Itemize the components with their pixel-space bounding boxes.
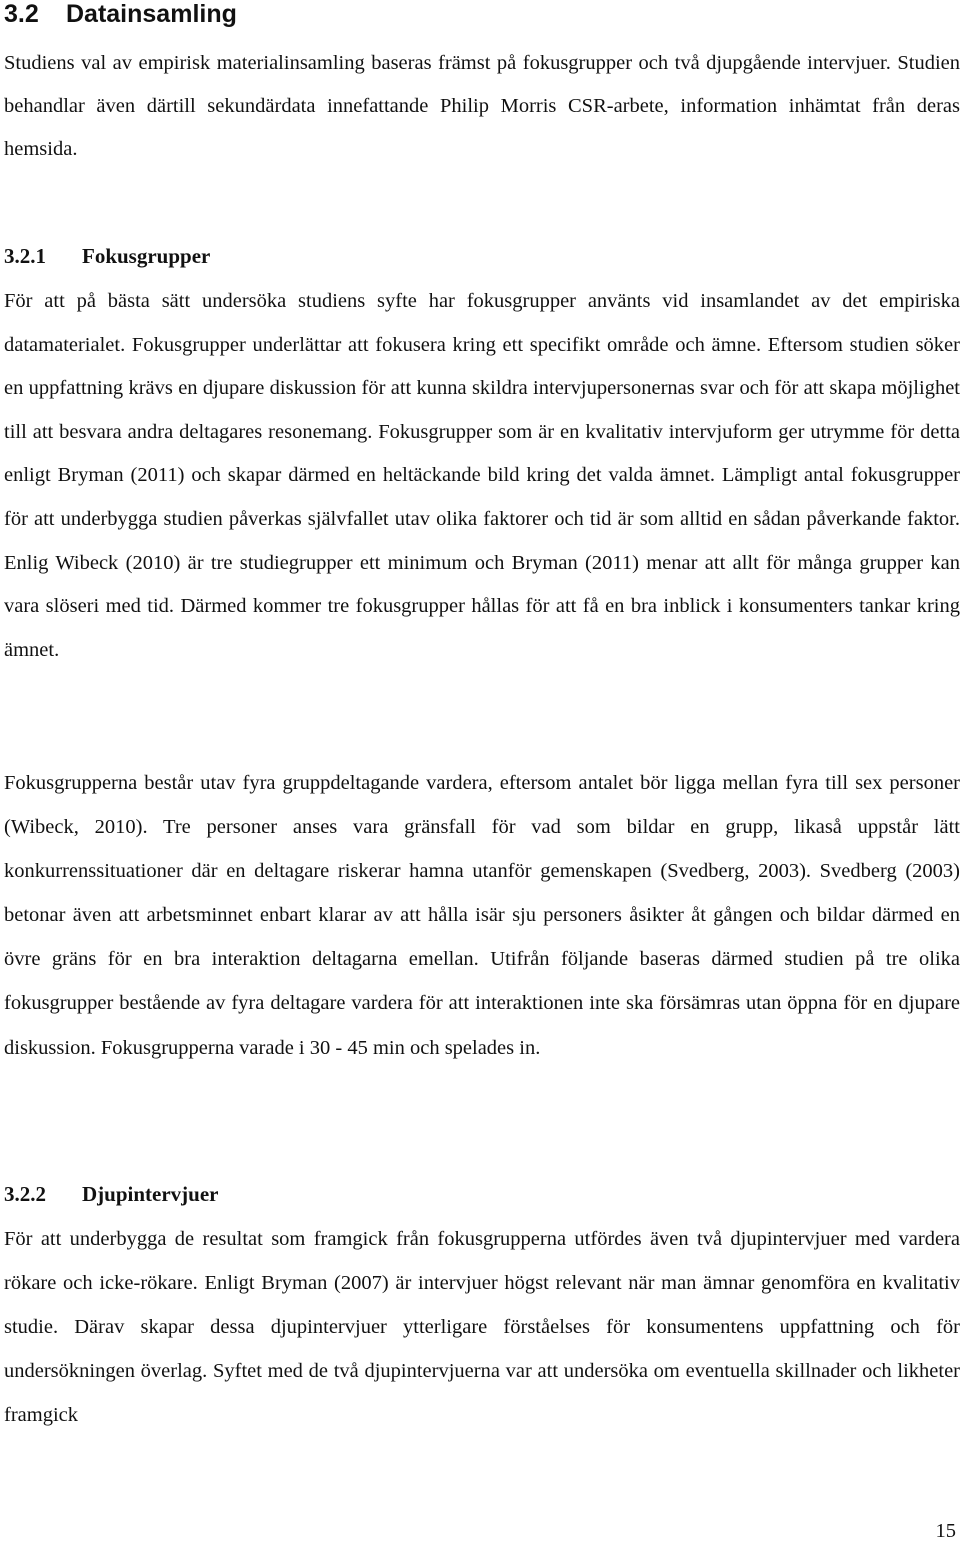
section-intro-paragraph: Studiens val av empirisk materialinsamling baseras främst på fokusgrupper och två djupgående intervjuer. Studien behandlar även därtill sekundärdata innefattande Philip Morris CSR-arbete, information inhämtat från deras hemsida. — [4, 52, 960, 160]
djupintervjuer-paragraph: För att underbygga de resultat som framgick från fokusgrupperna utfördes även två djupintervjuer med vardera rökare och icke-rökare. Enligt Bryman (2007) är intervjuer högst relevant när man ämnar genomföra en kvalitativ studie. Därav skapar dessa djupintervjuer ytterligare förståelses för konsumentens uppfattning och för undersökningen överlag. Syftet med de två djupintervjuerna var att undersöka om eventuella skillnader och likheter framgick — [4, 1228, 960, 1427]
fokusgrupper-paragraph-2: Fokusgrupperna består utav fyra gruppdeltagande vardera, eftersom antalet bör ligga mellan fyra till sex personer (Wibeck, 2010). Tre personer anses vara gränsfall för vad som bildar en grupp, likaså uppstår lätt konkurrenssituationer där en deltagare riskerar hamna utanför gemenskapen (Svedberg, 2003). Svedberg (2003) betonar även att arbetsminnet enbart klarar av att hålla isär sju personers åsikter åt gången och bildar därmed en övre gräns för en bra interaktion deltagarna emellan. Utifrån följande baseras därmed studien på tre olika fokusgrupper bestående av fyra deltagare vardera för att interaktionen inte ska försämras utan öppna för en djupare diskussion. Fokusgrupperna varade i 30 - 45 min och spelades in. — [4, 772, 960, 1059]
fokusgrupper-paragraph-1: För att på bästa sätt undersöka studiens syfte har fokusgrupper använts vid insamlandet av det empiriska datamaterialet. Fokusgrupper underlättar att fokusera kring ett specifikt område och ämne. Eftersom studien söker en uppfattning krävs en djupare diskussion för att kunna skildra intervjupersonernas svar och för att skapa möjlighet till att besvara andra deltagares resonemang. Fokusgrupper som är en kvalitativ intervjuform ger utrymme för detta enligt Bryman (2011) och skapar därmed en heltäckande bild kring det valda ämnet. Lämpligt antal fokusgrupper för att underbygga studien påverkas självfallet utav olika faktorer och tid är som alltid en sådan påverkande faktor. Enlig Wibeck (2010) är tre studiegrupper ett minimum och Bryman (2011) menar att allt för många grupper kan vara slöseri med tid. Därmed kommer tre fokusgrupper hållas för att få en bra inblick i konsumenters tankar kring ämnet. — [4, 290, 960, 661]
subsection-title: Djupintervjuer — [82, 1182, 219, 1206]
subsection-heading-fokusgrupper — [4, 242, 210, 270]
subsection-number: 3.2.2 — [4, 1182, 46, 1206]
section-title: Datainsamling — [66, 0, 237, 28]
page-number: 15 — [935, 1520, 956, 1542]
subsection-number: 3.2.1 — [4, 244, 46, 268]
section-heading — [4, 0, 237, 30]
section-number: 3.2 — [4, 0, 39, 28]
subsection-title: Fokusgrupper — [82, 244, 211, 268]
subsection-heading-djupintervjuer — [4, 1180, 218, 1208]
